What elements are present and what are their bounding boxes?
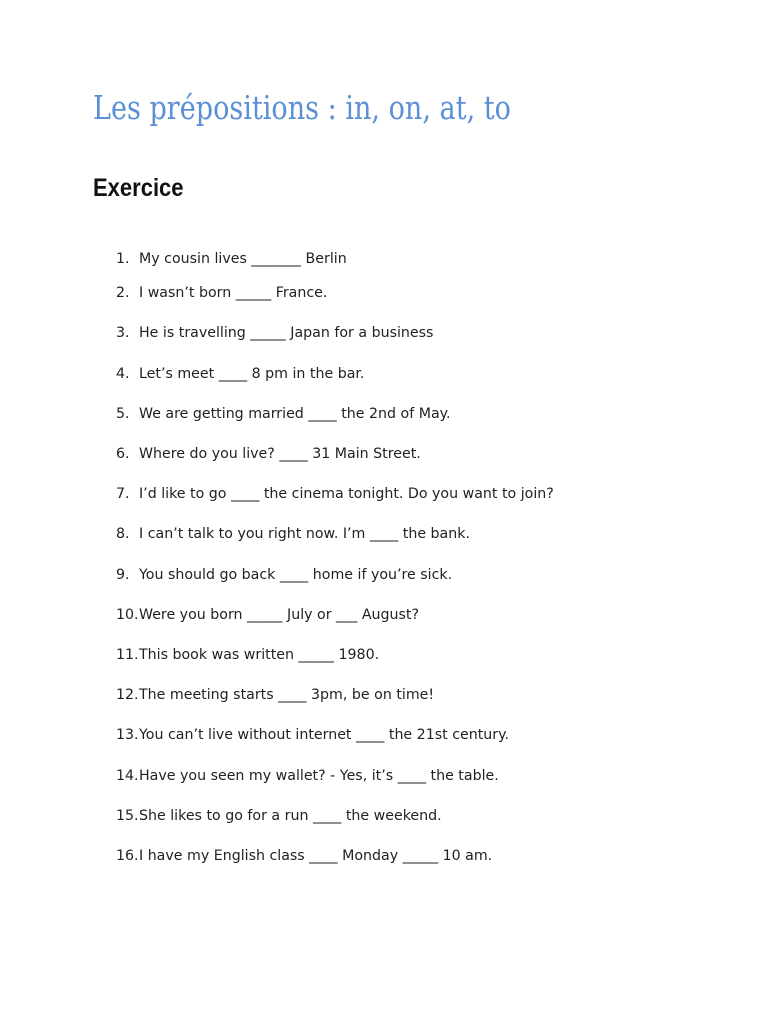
exercise-item	[116, 485, 554, 503]
item-number: 8.	[116, 526, 130, 542]
item-number: 6.	[116, 446, 130, 462]
exercise-item	[116, 405, 451, 423]
item-number: 13.	[116, 727, 139, 743]
exercise-item	[116, 365, 364, 383]
section-heading: Exercice	[93, 174, 184, 202]
item-text: Let’s meet ____ 8 pm in the bar.	[139, 366, 365, 382]
exercise-item	[116, 284, 327, 302]
item-number: 7.	[116, 486, 130, 502]
exercise-item	[116, 847, 492, 865]
item-text: We are getting married ____ the 2nd of May.	[139, 406, 451, 422]
exercise-item	[116, 767, 499, 785]
item-text: I’d like to go ____ the cinema tonight. Do you want to join?	[139, 486, 554, 502]
exercise-item	[116, 324, 433, 342]
item-number: 11.	[116, 647, 139, 663]
item-number: 14.	[116, 768, 139, 784]
item-text: I wasn’t born _____ France.	[139, 285, 328, 301]
item-text: He is travelling _____ Japan for a business	[139, 325, 434, 341]
item-number: 2.	[116, 285, 130, 301]
page-title: Les prépositions : in, on, at, to	[93, 88, 511, 127]
item-text: Have you seen my wallet? - Yes, it’s ____ the table.	[139, 768, 499, 784]
item-text: Were you born _____ July or ___ August?	[139, 607, 420, 623]
item-text: She likes to go for a run ____ the weekend.	[139, 808, 442, 824]
exercise-item	[116, 646, 379, 664]
exercise-item	[116, 606, 419, 624]
item-text: You should go back ____ home if you’re sick.	[139, 567, 453, 583]
item-number: 16.	[116, 848, 139, 864]
item-text: Where do you live? ____ 31 Main Street.	[139, 446, 421, 462]
exercise-item	[116, 250, 347, 268]
item-number: 10.	[116, 607, 139, 623]
item-text: My cousin lives _______ Berlin	[139, 251, 347, 267]
item-number: 12.	[116, 687, 139, 703]
exercise-item	[116, 807, 442, 825]
exercise-item	[116, 525, 470, 543]
item-text: You can’t live without internet ____ the 21st century.	[139, 727, 509, 743]
item-number: 9.	[116, 567, 130, 583]
item-number: 4.	[116, 366, 130, 382]
item-number: 15.	[116, 808, 139, 824]
item-number: 3.	[116, 325, 130, 341]
item-number: 5.	[116, 406, 130, 422]
item-text: I have my English class ____ Monday _____ 10 am.	[139, 848, 493, 864]
item-text: This book was written _____ 1980.	[139, 647, 380, 663]
exercise-item	[116, 566, 452, 584]
item-number: 1.	[116, 251, 130, 267]
exercise-item	[116, 445, 421, 463]
item-text: I can’t talk to you right now. I’m ____ the bank.	[139, 526, 470, 542]
exercise-item	[116, 726, 509, 744]
item-text: The meeting starts ____ 3pm, be on time!	[139, 687, 435, 703]
exercise-item	[116, 686, 434, 704]
